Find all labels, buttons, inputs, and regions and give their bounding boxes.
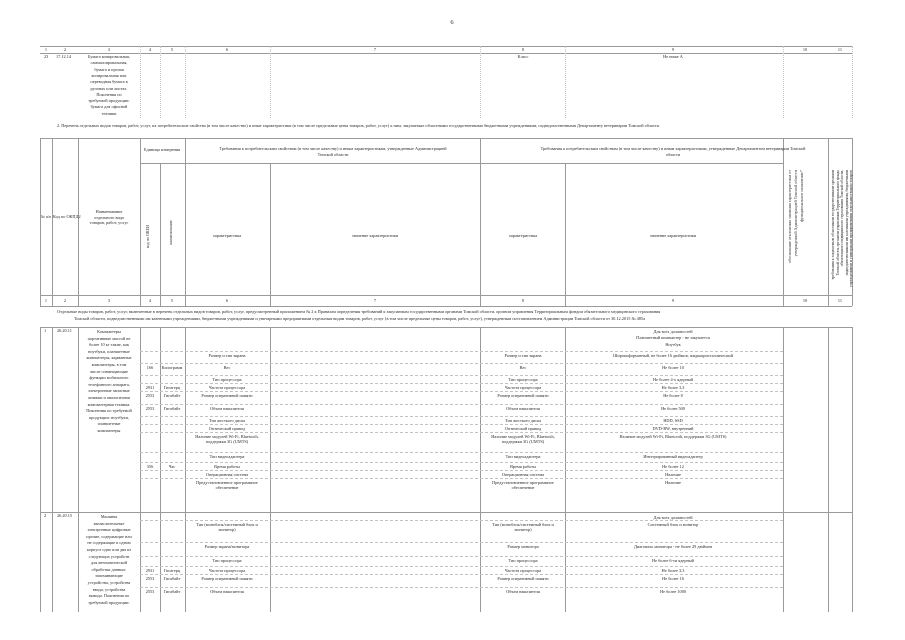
- row1-unit-name: Гигагерц: [163, 385, 181, 390]
- row2-dept-value: Не более 1000: [660, 589, 686, 594]
- top-row-name-line: копировальная или: [91, 72, 127, 78]
- row2-name-line: требуемой продукции:: [88, 599, 130, 605]
- row1-dept-characteristic: Оптический привод: [504, 426, 542, 431]
- row1-unit-name: Килограмм: [161, 365, 183, 370]
- column-number: 2: [63, 47, 67, 52]
- row2-name-line: для автоматической: [90, 560, 128, 566]
- row1-admin-characteristic: Предустановленное программное обеспечение: [196, 480, 258, 490]
- row1-dept-characteristic: Операционная система: [501, 472, 545, 477]
- row1-position-line: Для всех должностей: [653, 329, 693, 334]
- top-row-name-line: техники: [101, 110, 117, 116]
- header-unit-name: наименование: [168, 220, 173, 245]
- row2-admin-characteristic: Объем накопителя: [210, 589, 244, 594]
- row1-dept-value: Не более 500: [661, 406, 685, 411]
- row1-name-line: портативные массой не: [87, 335, 131, 341]
- row2-okei-code: 2553: [145, 576, 155, 581]
- row1-admin-characteristic: Размер и тип экрана: [208, 353, 246, 358]
- row2-admin-characteristic: Тип процессора: [212, 558, 242, 563]
- row2-dept-value: Системный блок и монитор: [647, 522, 699, 527]
- header-dept-characteristic: характеристика: [508, 233, 538, 238]
- header-item-name-line: Наименование: [95, 209, 123, 214]
- row1-dept-characteristic: Размер оперативной памяти: [497, 393, 549, 398]
- header-admin-value: значение характеристики: [351, 233, 399, 238]
- row2-dept-characteristic: Частота процессора: [504, 568, 542, 573]
- top-row-number: 23: [44, 54, 49, 59]
- header-col11-line: Томской области, органами управления Территориального фонда: [835, 170, 840, 276]
- column-number: 3: [107, 298, 111, 303]
- top-row-name-line: бумага и прочая: [94, 66, 124, 72]
- row1-name-line: ноутбуки, планшетные: [88, 348, 130, 354]
- row2-name-line: электронные цифровые: [87, 527, 131, 533]
- header-col10-line: обоснование отклонения значения характеристики от: [787, 170, 792, 264]
- row2-number: 2: [44, 513, 47, 518]
- row1-dept-value: HDD, SSD: [663, 418, 683, 423]
- row1-unit-name: Час: [168, 464, 176, 469]
- row1-admin-characteristic: Операционная система: [205, 472, 249, 477]
- row2-name-line: корпусе одно или два из: [86, 547, 132, 552]
- row1-unit-name: Гигабайт: [163, 393, 181, 398]
- column-number: 7: [373, 47, 377, 52]
- header-admin-group-line: Требования к потребительским свойствам (в том числе качеству) и иным характеристикам, утвержденные Администрацией: [219, 146, 447, 151]
- row2-code: 26.20.15: [57, 513, 73, 518]
- column-number: 1: [44, 47, 48, 52]
- row1-dept-value: Наличие: [665, 472, 681, 477]
- row2-dept-value: Не более 16: [662, 576, 684, 581]
- column-number: 4: [148, 298, 152, 303]
- row2-dept-characteristic: Размер оперативной памяти: [497, 576, 549, 581]
- column-number: 7: [373, 298, 377, 303]
- header-col11-line: требования к закупаемым областными государственными органами: [831, 170, 835, 280]
- row1-name-line: функции мобильного: [89, 375, 129, 381]
- row2-name-line: прочие, содержащие или: [86, 533, 132, 539]
- row2-admin-characteristic: Тип (моноблок/системный блок и монитор): [196, 522, 258, 532]
- row1-name-line: Пояснения по требуемой: [86, 408, 132, 414]
- row1-okei-code: 166: [146, 365, 154, 370]
- header-col10-line: функциональное назначение*: [799, 170, 804, 222]
- row1-name-line: планшетные: [97, 421, 121, 427]
- row1-dept-characteristic: Вес: [519, 365, 527, 370]
- page-number: 6: [450, 19, 454, 26]
- row2-name-line: запоминающие: [95, 573, 123, 579]
- header-dept-group-line: Требования к потребительским свойствам (в том числе качеству) и иным характеристикам, утвержденные Департаментом ветеринарии Томской: [540, 146, 806, 151]
- row1-admin-characteristic: Объем накопителя: [210, 406, 244, 411]
- column-number: 4: [148, 47, 152, 52]
- top-row-code: 17.12.14: [56, 54, 72, 59]
- intro-line: Томской области, подведомственными им казенными учреждениями, бюджетными учреждениями и унитарными предприятиями отдельным видам товаров, работ, услуг (в том числе предельные цены товаров, работ, услуг), утвержденным постановлением Администрации Томской области от 30.12.2015 № 485а: [74, 315, 645, 321]
- row1-dept-characteristic: Время работы: [510, 464, 536, 469]
- row1-admin-characteristic: Тип жесткого диска: [208, 418, 246, 423]
- row2-admin-characteristic: Размер оперативной памяти: [201, 576, 253, 581]
- row1-admin-characteristic: Размер оперативной памяти: [201, 393, 253, 398]
- header-unit-code: код по ОКЕИ: [145, 225, 150, 249]
- row1-dept-value: Не более 12: [662, 464, 684, 469]
- row2-dept-characteristic: Тип процессора: [508, 558, 538, 563]
- row1-dept-characteristic: Размер и тип экрана: [504, 353, 542, 358]
- row1-admin-characteristic: Наличие модулей Wi-Fi, Bluetooth, поддержки 3G (UMTS): [195, 434, 259, 444]
- row2-name-line: следующих устройств: [88, 553, 130, 559]
- top-row-name-line: бумага для офисной: [90, 104, 128, 110]
- column-number: 9: [671, 47, 675, 52]
- row1-dept-value: Наличие модулей Wi-Fi, Bluetooth, поддержки 3G (UMTS): [619, 434, 727, 439]
- top-row-name-line: требуемой продукции:: [88, 98, 130, 104]
- row2-name-line: не содержащие в одном: [87, 540, 131, 546]
- header-col11-line: подведомственными им казенными учреждениями, бюджетными: [844, 170, 849, 276]
- row1-dept-value: Не более 8: [663, 393, 683, 398]
- row1-name-line: компьютерная техника.: [87, 401, 131, 407]
- row2-dept-value: Не более 3,3: [661, 568, 685, 573]
- row1-number: 1: [44, 328, 47, 333]
- row1-admin-characteristic: Время работы: [214, 464, 240, 469]
- row1-dept-value: Широкоформатный, не более 16 дюймов, жидкокристаллический: [613, 353, 733, 358]
- row1-name-line: компьютеры: [97, 428, 121, 433]
- row2-dept-characteristic: Объем накопителя: [506, 589, 540, 594]
- header-unit-group: Единица измерения: [143, 147, 181, 152]
- row1-dept-characteristic: Тип видеоадаптера: [505, 454, 541, 459]
- column-number: 8: [521, 298, 525, 303]
- row1-admin-characteristic: Вес: [223, 365, 231, 370]
- top-row-name-line: самокопировальная,: [90, 60, 128, 66]
- column-number: 11: [837, 298, 843, 303]
- column-number: 10: [802, 47, 808, 52]
- header-col11-line: обязательного медицинского страхования Томской области,: [840, 170, 845, 267]
- row2-admin-characteristic: Частота процессора: [208, 568, 246, 573]
- row1-position-line: Планшетный компьютер - не закупается: [636, 335, 710, 341]
- row1-name-line: компьютеры, в том: [91, 362, 127, 367]
- column-number: 2: [63, 298, 67, 303]
- header-dept-value: значение характеристики: [649, 233, 697, 238]
- row1-unit-name: Гигабайт: [163, 406, 181, 411]
- column-number: 10: [802, 298, 808, 303]
- column-number: 1: [44, 298, 48, 303]
- column-number: 9: [671, 298, 675, 303]
- row2-okei-code: 2931: [145, 568, 155, 573]
- row2-unit-name: Гигабайт: [163, 576, 181, 581]
- row1-okei-code: 2553: [145, 393, 155, 398]
- top-row-name-line: рулонах или листах.: [90, 85, 128, 91]
- row2-name-line: Машины: [100, 514, 118, 519]
- section-title: 2. Перечень отдельных видов товаров, работ, услуг, их потребительские свойства (в том числе качество) и иные характеристики (в том числе предельные цены товаров, работ, услуг) к ним, закупаемые областными государственными бюджетными учреждениями, подведомственными Департаменту ветеринарии Томской области: [57, 123, 659, 128]
- header-item-name-line: товаров, работ, услуг: [89, 220, 129, 225]
- header-admin-characteristic: характеристика: [212, 233, 242, 238]
- row1-name-line: телефонного аппарата,: [88, 381, 130, 387]
- row1-dept-characteristic: Тип процессора: [508, 377, 538, 382]
- row2-dept-value: Диагональ монитора - не более 29 дюймов: [634, 544, 712, 549]
- header-admin-group-line: Томской области: [317, 152, 349, 157]
- column-number: 6: [225, 47, 229, 52]
- row1-code: 26.20.11: [57, 328, 72, 333]
- row2-name-line: устройства, устройства: [87, 580, 131, 585]
- column-number: 8: [521, 47, 525, 52]
- row1-dept-characteristic: Объем накопителя: [506, 406, 540, 411]
- header-col11-line: учреждениями и унитарными предприятиями отдельным видам товаров: [849, 170, 854, 288]
- row1-dept-value: DVD-RW, внутренний: [652, 426, 694, 431]
- row1-dept-characteristic: Частота процессора: [504, 385, 542, 390]
- intro-line: Отдельные виды товаров, работ, услуг, включенные в перечень отдельных видов товаров, работ, услуг, предусмотренный приложением № 2 к Правилам определения требований к закупаемым государственными органами Томской области, органом управления Территориальным фондом обязательного медицинского страхования: [57, 309, 661, 314]
- column-number: 6: [225, 298, 229, 303]
- header-okpd2-code: Код по ОКПД2: [53, 214, 81, 219]
- row1-okei-code: 2931: [145, 385, 155, 390]
- row1-okei-code: 2553: [145, 406, 155, 411]
- row1-name-line: Компьютеры: [97, 329, 121, 334]
- row2-name-line: вычислительные: [93, 520, 125, 526]
- row1-dept-value: Наличие: [665, 480, 681, 485]
- row1-name-line: более 10 кг такие, как: [89, 342, 129, 348]
- row1-dept-characteristic: Тип жесткого диска: [504, 418, 542, 423]
- column-number: 5: [170, 298, 174, 303]
- row1-dept-characteristic: Наличие модулей Wi-Fi, Bluetooth, поддержки 3G (UMTS): [491, 434, 555, 444]
- row2-unit-name: Гигабайт: [163, 589, 181, 594]
- row1-admin-characteristic: Тип видеоадаптера: [209, 454, 245, 459]
- row2-position-line: Для всех должностей: [653, 515, 693, 520]
- row1-admin-characteristic: Частота процессора: [208, 385, 246, 390]
- header-number: № п/п: [40, 214, 52, 219]
- row1-name-line: электронные записные: [88, 388, 130, 394]
- row1-name-line: числе совмещающие: [89, 368, 129, 374]
- header-item-name-line: отдельного вида: [94, 214, 124, 220]
- row2-okei-code: 2553: [145, 589, 155, 594]
- row1-dept-characteristic: Предустановленное программное обеспечение: [492, 480, 554, 490]
- row2-admin-characteristic: Размер экрана/монитора: [204, 544, 250, 549]
- row2-dept-value: Не более 6-ти ядерный: [652, 558, 694, 563]
- top-row-name-line: Пояснения по: [96, 91, 122, 97]
- row2-name-line: ввода, устройства: [92, 586, 126, 592]
- column-number: 3: [107, 47, 111, 52]
- row2-name-line: обработки данных:: [91, 566, 127, 572]
- row1-name-line: книжки и аналогичная: [88, 395, 130, 400]
- row2-unit-name: Гигагерц: [163, 568, 181, 573]
- row2-dept-characteristic: Тип (моноблок/системный блок и монитор): [492, 522, 554, 532]
- top-row-characteristic: Класс: [517, 54, 529, 59]
- row2-name-line: вывода. Пояснения по: [88, 593, 130, 599]
- row1-dept-value: Не более 10: [662, 365, 684, 370]
- row1-dept-value: Не более 4-х ядерный: [653, 377, 693, 382]
- row1-name-line: продукции: ноутбуки,: [88, 414, 130, 420]
- header-col10-line: утвержденной Администрацией Томской области: [793, 170, 798, 257]
- row1-dept-value: Не более 3,3: [661, 385, 685, 390]
- row1-name-line: компьютеры, карманные: [86, 355, 132, 361]
- row1-dept-value: Интегрированный видеоадаптер: [643, 454, 703, 459]
- row1-okei-code: 356: [146, 464, 154, 469]
- top-row-name-line: переводная бумага в: [90, 79, 128, 85]
- column-number: 11: [837, 47, 843, 52]
- column-number: 5: [170, 47, 174, 52]
- row1-admin-characteristic: Тип процессора: [212, 377, 242, 382]
- row1-admin-characteristic: Оптический привод: [208, 426, 246, 431]
- row2-dept-characteristic: Размер монитора: [507, 544, 539, 549]
- header-dept-group-line: области: [665, 152, 681, 157]
- top-row-name-line: Бумага копировальная,: [88, 54, 130, 59]
- row1-position-line: Ноутбук: [665, 341, 681, 347]
- top-row-value: Не ниже А: [663, 54, 683, 59]
